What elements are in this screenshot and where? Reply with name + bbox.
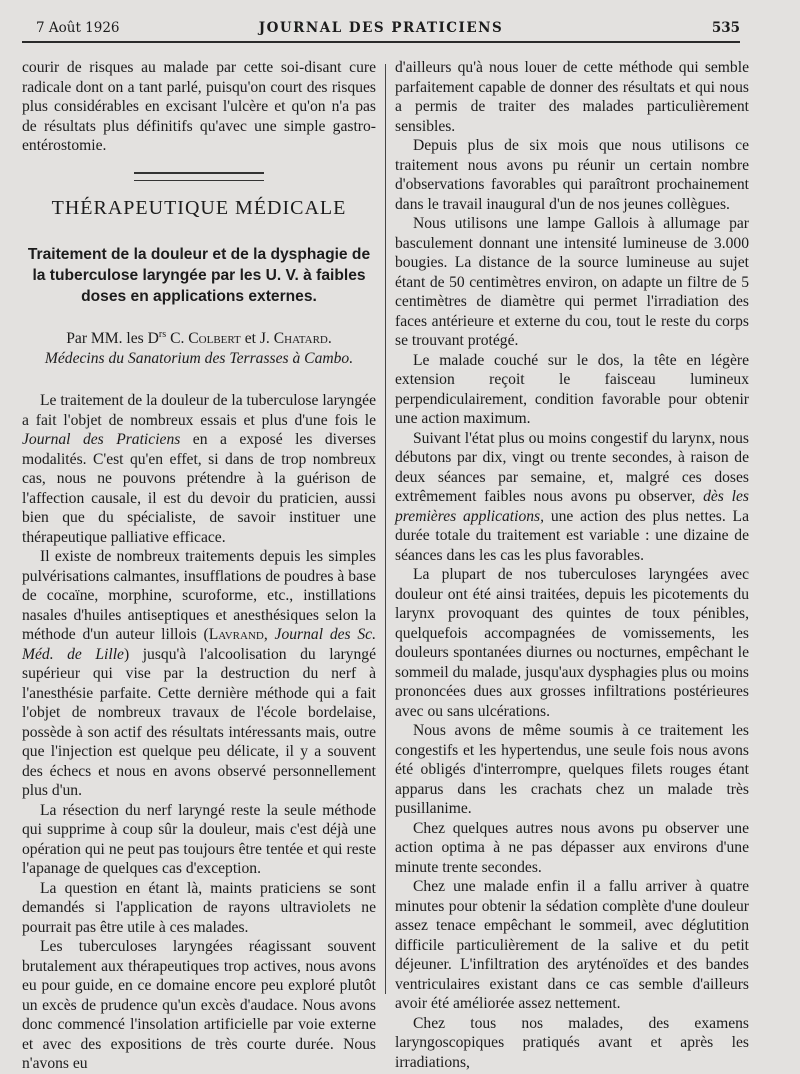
page-header [22,20,740,42]
paragraph: d'ailleurs qu'à nous louer de cette méthode qui semble parfaitement capable de donner des résultats et qui nous a permis de traiter des malades particulièrement sensibles. [395,59,749,135]
paragraph: Depuis plus de six mois que nous utilisons ce traitement nous avons pu réunir un certain nombre d'observations favorables qui paraîtront prochainement dans le travail inaugural d'un de nos jeunes collègues. [395,137,749,213]
paragraph: Le malade couché sur le dos, la tête en légère extension reçoit le faisceau lumineux perpendiculairement, condition favorable pour obtenir une action maximum. [395,351,749,427]
previous-article-end: courir de risques au malade par cette soi-disant cure radicale dont on a tant parlé, puisqu'on court des risques plus considérables en excisant l'ulcère et qu'on n'a pas de résultats plus définitifs qu'avec une simple gastro-entérostomie. [22,59,376,154]
left-column [22,58,376,1074]
section-separator [134,172,264,181]
article-title: Traitement de la douleur et de la dysphagie de la tuberculose laryngée par les U. V. à faibles doses en applications externes. [27,246,371,305]
paragraph: Suivant l'état plus ou moins congestif du larynx, nous débutons par dix, vingt ou trente secondes, à raison de deux séances par semaine, et, malgré ces doses extrêmement faibles nous avons pu observer, dès les premières applications, une action des plus nettes. La durée totale du traitement est variable : une dizaine de séances dans les cas les plus favorables. [395,429,749,564]
paragraph: Le traitement de la douleur de la tuberculose laryngée a fait l'objet de nombreux essais et plus d'une fois le Journal des Praticiens en a exposé les diverses modalités. C'est qu'en effet, si dans de trop nombreux cas, nous ne pouvons prétendre à la guérison de l'affection causale, il est du devoir du praticien, aussi bien que du spécialiste, de savoir instituer une thérapeutique palliative efficace. [22,392,376,546]
italic-phrase: dès les premières applications, [395,488,749,525]
journal-title: JOURNAL DES PRATICIENS [258,20,504,36]
lille-reference: Journal des Sc. Méd. de Lille [22,626,376,663]
paragraph: Chez tous nos malades, des examens laryngoscopiques pratiqués avant et après les irradiations, [395,1014,749,1071]
paragraph: Il existe de nombreux traitements depuis les simples pulvérisations calmantes, insufflations de poudres à base de cocaïne, morphine, scuroforme, etc., instillations nasales d'huiles antiseptiques et anesthésiques selon la méthode d'un auteur lillois (Lavrand, Journal des Sc. Méd. de Lille) jusqu'à l'alcoolisation du laryngé supérieur qui vise par la destruction du nerf à l'anesthésie parfaite. Cette dernière méthode qui a fait l'objet de nombreux travaux de l'école bordelaise, possède à son actif des résultats intéressants mais, outre que l'injection est quelque peu délicate, il y a souvent des échecs et nous en avons observé personnellement plus d'un. [22,548,376,800]
page-number: 535 [711,20,740,36]
right-column [395,58,749,1072]
paragraph: Nous utilisons une lampe Gallois à allumage par basculement donnant une intensité lumineuse de 3.000 bougies. La distance de la source lumineuse au sujet étant de 50 centimètres environ, on adapte un filtre de 5 centimètres de diamètre qui permet l'irradiation des faces antérieure et externe du cou, tout le reste du corps se trouvant protégé. [395,215,749,349]
authors-and: et [244,330,256,348]
authors-rs: rs [158,329,167,340]
paragraph: La question en étant là, maints praticiens se sont demandés si l'application de rayons ultraviolets ne pourrait pas être utile à ces malades. [22,879,376,936]
column-divider [385,64,386,994]
author-lavrand: Lavrand, [208,626,268,644]
paragraph: Les tuberculoses laryngées réagissant souvent brutalement aux thérapeutiques trop actives, nous avons eu pour guide, en ce domaine encore peu exploré plutôt un excès de prudence qu'un excès d'audace. Nous avons donc commencé l'insolation artificielle par voie externe et avec des expositions de très courte durée. Nous n'avons eu [22,938,376,1073]
authors-block [22,325,376,369]
authors-prefix: Par MM. les D [66,330,159,348]
authors-line [22,325,376,349]
paragraph: Chez quelques autres nous avons pu observer une action optima à ne pas dépasser aux environs d'une minute trente secondes. [395,819,749,876]
paragraph: Nous avons de même soumis à ce traitement les congestifs et les hypertendus, une seule fois nous avons été obligés d'interrompre, quelques filets rouges étant apparus dans les crachats chez un malade très pusillanime. [395,722,749,817]
section-title: THÉRAPEUTIQUE MÉDICALE [51,196,347,219]
journal-reference: Journal des Praticiens [22,431,181,449]
header-rule [22,41,740,43]
author-colbert: C. Colbert [170,330,241,348]
paragraph: La résection du nerf laryngé reste la seule méthode qui supprime à coup sûr la douleur, mais c'est déjà une opération qui ne peut pas toujours être tentée et qui reste l'apanage de quelques cas d'exception. [22,801,376,878]
author-chatard: J. Chatard. [259,330,332,348]
affiliation: Médecins du Sanatorium des Terrasses à Cambo. [44,350,354,368]
paragraph: La plupart de nos tuberculoses laryngées avec douleur ont été ainsi traitées, depuis les picotements du larynx provoquant des quintes de toux pénibles, quelquefois accompagnées de vomissements, les douleurs spontanées diurnes ou nocturnes, empêchant le sommeil du malade, jusqu'aux dysphagies plus ou moins prononcées dues aux grosses infiltrations postérieures avec ou sans ulcérations. [395,566,749,720]
paragraph: Chez une malade enfin il a fallu arriver à quatre minutes pour obtenir la sédation complète d'une douleur assez tenace empêchant le sommeil, avec déglutition difficile particulièrement de la salive et du petit déjeuner. L'infiltration des aryténoïdes et des bandes ventriculaires existant dans ce cas semble d'ailleurs avoir été améliorée assez nettement. [395,878,749,1012]
issue-date: 7 Août 1926 [36,20,120,36]
